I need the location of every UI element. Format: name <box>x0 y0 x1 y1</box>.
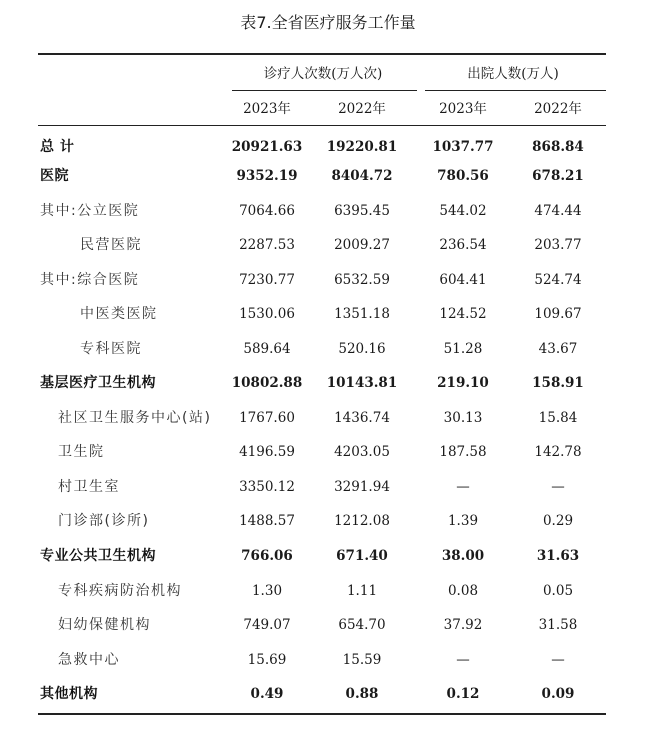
table-title: 表7.全省医疗服务工作量 <box>240 13 416 32</box>
cell-visits-2023: 1530.06 <box>239 306 295 322</box>
row-label: 基层医疗卫生机构 <box>40 375 156 391</box>
cell-discharges-2023: 187.58 <box>439 444 487 460</box>
row-label: 其中:公立医院 <box>40 203 140 219</box>
cell-discharges-2023: 604.41 <box>439 272 487 288</box>
cell-visits-2022: 10143.81 <box>326 375 398 391</box>
row-label: 专业公共卫生机构 <box>40 548 156 564</box>
cell-discharges-2022: 0.05 <box>542 583 574 599</box>
cell-visits-2023: 1488.57 <box>239 513 295 529</box>
cell-discharges-2023: 37.92 <box>443 617 483 633</box>
cell-discharges-2022: 142.78 <box>534 444 582 460</box>
header-year-visits-2022: 2022年 <box>338 101 386 117</box>
row-label: 妇幼保健机构 <box>58 617 151 633</box>
header-year-visits-2023: 2023年 <box>243 101 291 117</box>
table-row <box>0 268 656 292</box>
cell-visits-2023: 766.06 <box>241 548 293 564</box>
table-row <box>0 233 656 257</box>
table-row <box>0 509 656 533</box>
cell-discharges-2023: 219.10 <box>437 375 489 391</box>
cell-visits-2022: 0.88 <box>345 686 379 702</box>
cell-visits-2022: 6532.59 <box>334 272 390 288</box>
cell-visits-2023: 15.69 <box>247 652 287 668</box>
cell-discharges-2023: 1.39 <box>447 513 479 529</box>
cell-discharges-2022: 15.84 <box>538 410 578 426</box>
cell-discharges-2023: 0.12 <box>446 686 480 702</box>
cell-visits-2023: 3350.12 <box>239 479 295 495</box>
cell-discharges-2022: 868.84 <box>532 139 584 155</box>
row-label: 专科疾病防治机构 <box>58 583 182 599</box>
cell-discharges-2022: 0.29 <box>542 513 574 529</box>
cell-discharges-2022: — <box>551 479 565 495</box>
cell-discharges-2023: 1037.77 <box>432 139 494 155</box>
top-rule <box>38 53 606 55</box>
cell-visits-2022: 2009.27 <box>334 237 390 253</box>
cell-visits-2022: 1212.08 <box>334 513 390 529</box>
row-label: 急救中心 <box>58 652 120 668</box>
cell-visits-2022: 19220.81 <box>326 139 398 155</box>
cell-visits-2022: 654.70 <box>338 617 386 633</box>
cell-visits-2023: 2287.53 <box>239 237 295 253</box>
cell-visits-2023: 1.30 <box>251 583 283 599</box>
row-label: 专科医院 <box>80 341 142 357</box>
cell-visits-2022: 8404.72 <box>331 168 393 184</box>
header-rule <box>38 125 606 126</box>
cell-visits-2022: 4203.05 <box>334 444 390 460</box>
header-year-discharges-2023: 2023年 <box>439 101 487 117</box>
cell-visits-2023: 9352.19 <box>236 168 298 184</box>
table-row <box>0 440 656 464</box>
cell-discharges-2023: 30.13 <box>443 410 483 426</box>
cell-discharges-2022: 524.74 <box>534 272 582 288</box>
row-label: 总 计 <box>40 139 75 155</box>
header-visits: 诊疗人次数(万人次) <box>263 66 383 82</box>
header-underline-visits <box>232 90 417 91</box>
cell-discharges-2022: 0.09 <box>541 686 575 702</box>
table-row-primary-care <box>0 371 656 395</box>
cell-visits-2023: 1767.60 <box>239 410 295 426</box>
cell-discharges-2023: 0.08 <box>447 583 479 599</box>
cell-discharges-2022: 158.91 <box>532 375 584 391</box>
cell-visits-2022: 1.11 <box>346 583 378 599</box>
cell-discharges-2023: 51.28 <box>443 341 483 357</box>
cell-visits-2022: 1436.74 <box>334 410 390 426</box>
header-year-discharges-2022: 2022年 <box>534 101 582 117</box>
cell-discharges-2022: 109.67 <box>534 306 582 322</box>
row-label: 社区卫生服务中心(站) <box>58 410 212 426</box>
cell-visits-2023: 4196.59 <box>239 444 295 460</box>
cell-visits-2023: 20921.63 <box>231 139 303 155</box>
table-row <box>0 475 656 499</box>
bottom-rule <box>38 713 606 715</box>
cell-discharges-2022: — <box>551 652 565 668</box>
cell-visits-2023: 10802.88 <box>231 375 303 391</box>
cell-visits-2023: 0.49 <box>250 686 284 702</box>
cell-visits-2022: 6395.45 <box>334 203 390 219</box>
table-row-hospitals <box>0 164 656 188</box>
header-underline-discharges <box>425 90 606 91</box>
row-label: 其他机构 <box>40 686 98 702</box>
cell-discharges-2022: 31.58 <box>538 617 578 633</box>
cell-visits-2022: 1351.18 <box>334 306 390 322</box>
table-row <box>0 406 656 430</box>
cell-visits-2023: 7064.66 <box>239 203 295 219</box>
cell-visits-2022: 15.59 <box>342 652 382 668</box>
row-label: 其中:综合医院 <box>40 272 140 288</box>
table-row-total <box>0 135 656 159</box>
row-label: 中医类医院 <box>80 306 158 322</box>
row-label: 村卫生室 <box>58 479 120 495</box>
table-row-other <box>0 682 656 706</box>
cell-discharges-2023: — <box>456 652 470 668</box>
cell-discharges-2022: 31.63 <box>536 548 580 564</box>
table-row <box>0 648 656 672</box>
row-label: 门诊部(诊所) <box>58 513 150 529</box>
cell-visits-2023: 7230.77 <box>239 272 295 288</box>
cell-visits-2022: 3291.94 <box>334 479 390 495</box>
cell-discharges-2023: 124.52 <box>439 306 487 322</box>
cell-visits-2022: 520.16 <box>338 341 386 357</box>
cell-visits-2022: 671.40 <box>336 548 388 564</box>
cell-discharges-2023: 38.00 <box>441 548 485 564</box>
row-label: 医院 <box>40 168 69 184</box>
table-row <box>0 199 656 223</box>
cell-discharges-2022: 474.44 <box>534 203 582 219</box>
cell-discharges-2023: — <box>456 479 470 495</box>
table-row <box>0 337 656 361</box>
row-label: 民营医院 <box>80 237 142 253</box>
cell-discharges-2022: 678.21 <box>532 168 584 184</box>
cell-discharges-2023: 544.02 <box>439 203 487 219</box>
header-discharges: 出院人数(万人) <box>467 66 559 82</box>
cell-discharges-2023: 780.56 <box>437 168 489 184</box>
row-label: 卫生院 <box>58 444 105 460</box>
cell-visits-2023: 749.07 <box>243 617 291 633</box>
table-row <box>0 613 656 637</box>
table-row <box>0 302 656 326</box>
cell-discharges-2022: 43.67 <box>538 341 578 357</box>
cell-visits-2023: 589.64 <box>243 341 291 357</box>
cell-discharges-2022: 203.77 <box>534 237 582 253</box>
table-row-public-health <box>0 544 656 568</box>
table-row <box>0 579 656 603</box>
cell-discharges-2023: 236.54 <box>439 237 487 253</box>
